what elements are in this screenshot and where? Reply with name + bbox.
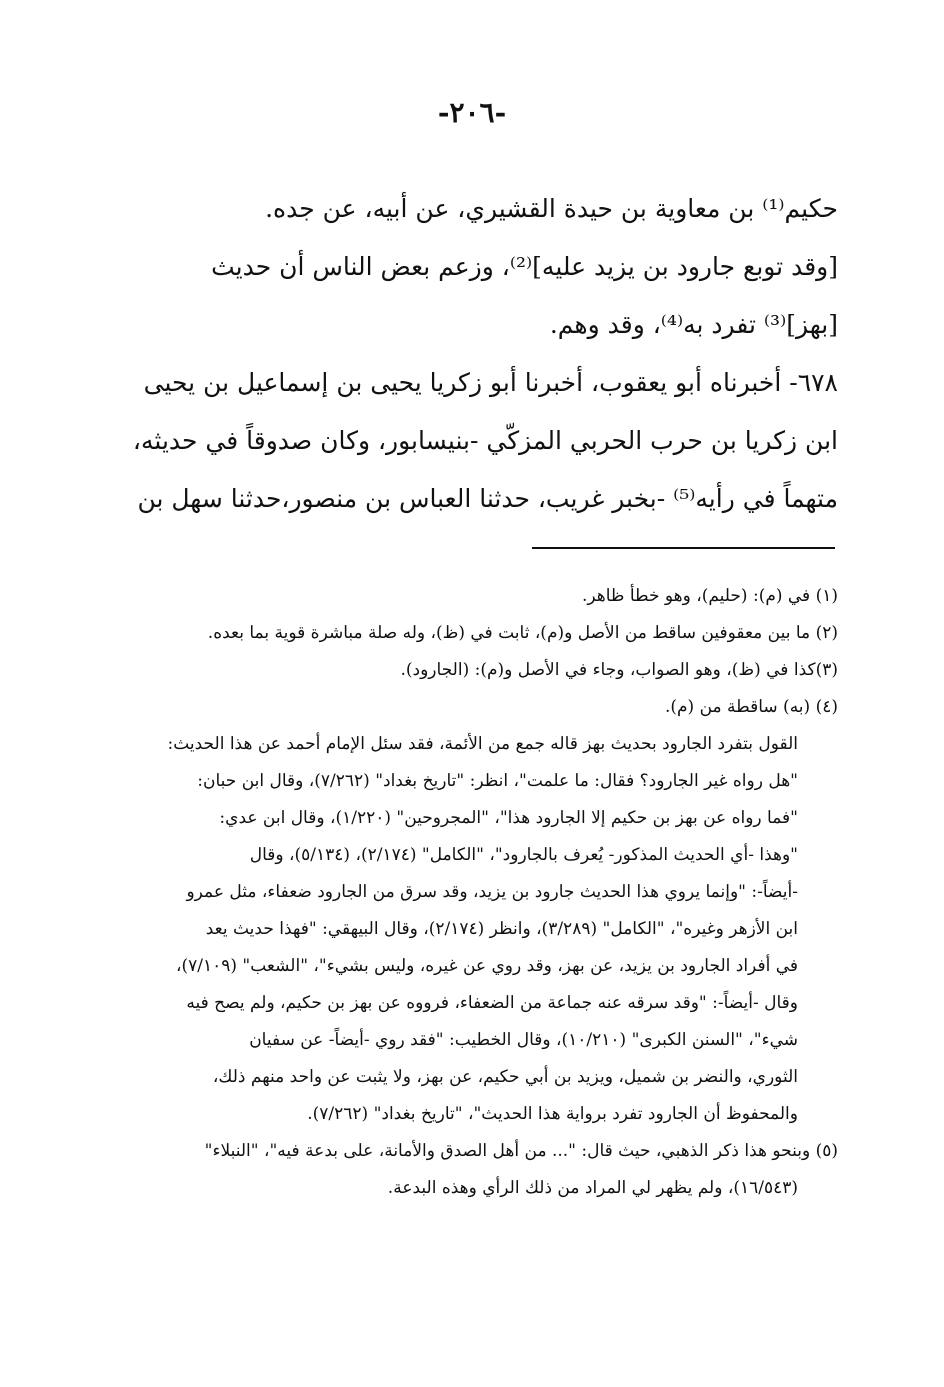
footnote-line: في أفراد الجارود بن يزيد، عن بهز، وقد روي عن غيره، وليس بشيء"، "الشعب" (٧/١٠٩)، [175,956,798,976]
main-line: متهماً في رأيه⁽⁵⁾ -بخبر غريب، حدثنا العباس بن منصور،حدثنا سهل بن [137,484,838,513]
footnote-line: القول بتفرد الجارود بحديث بهز قاله جمع من الأئمة، فقد سئل الإمام أحمد عن هذا الحديث: [167,734,798,754]
footnote-line: (١) في (م): (حليم)، وهو خطأ ظاهر. [581,586,838,606]
footnote-line: "وهذا -أي الحديث المذكور- يُعرف بالجارود"، "الكامل" (٢/١٧٤)، (٥/١٣٤)، وقال [249,845,798,865]
footnote-line: "فما رواه عن بهز بن حكيم إلا الجارود هذا"، "المجروحين" (١/٢٢٠)، وقال ابن عدي: [219,808,798,828]
main-line: ٦٧٨- أخبرناه أبو يعقوب، أخبرنا أبو زكريا يحيى بن إسماعيل بن يحيى [143,368,838,397]
main-text [96,180,838,528]
footnote-line: وقال -أيضاً-: "وقد سرقه عنه جماعة من الضعفاء، فرووه عن بهز بن حكيم، ولم يصح فيه [186,993,798,1013]
footnote-line: ابن الأزهر وغيره"، "الكامل" (٣/٢٨٩)، وانظر (٢/١٧٤)، وقال البيهقي: "فهذا حديث يعد [205,919,798,939]
main-line: [وقد توبع جارود بن يزيد عليه]⁽²⁾، وزعم بعض الناس أن حديث [211,252,838,281]
footnote-line: (٣)كذا في (ظ)، وهو الصواب، وجاء في الأصل و(م): (الجارود). [400,660,838,680]
footnote-line: (٤) (به) ساقطة من (م). [665,697,838,717]
footnote-separator [532,547,835,549]
main-line: ابن زكريا بن حرب الحربي المزكّي -بنيسابور، وكان صدوقاً في حديثه، [132,426,838,455]
footnote-line: "هل رواه غير الجارود؟ فقال: ما علمت"، انظر: "تاريخ بغداد" (٧/٢٦٢)، وقال ابن حبان: [197,771,798,791]
footnote-line: -أيضاً-: "وإنما يروي هذا الحديث جارود بن يزيد، وقد سرق من الجارود ضعفاء، مثل عمرو [186,882,798,902]
main-line: [بهز]⁽³⁾ تفرد به⁽⁴⁾، وقد وهم. [549,310,838,339]
footnote-line: الثوري، والنضر بن شميل، ويزيد بن أبي حكيم، عن بهز، ولا يثبت عن واحد منهم ذلك، [212,1067,798,1087]
footnotes [96,578,838,1207]
footnote-line: (١٦/٥٤٣)، ولم يظهر لي المراد من ذلك الرأي وهذه البدعة. [387,1178,798,1198]
page-number: -٢٠٦- [437,96,507,129]
main-line: حكيم⁽¹⁾ بن معاوية بن حيدة القشيري، عن أبيه، عن جده. [265,194,838,223]
footnote-line: (٢) ما بين معقوفين ساقط من الأصل و(م)، ثابت في (ظ)، وله صلة مباشرة قوية بما بعده. [207,623,838,643]
footnote-line: (٥) وبنحو هذا ذكر الذهبي، حيث قال: "... من أهل الصدق والأمانة، على بدعة فيه"، "النبلاء" [204,1141,838,1161]
footnote-line: والمحفوظ أن الجارود تفرد برواية هذا الحديث"، "تاريخ بغداد" (٧/٢٦٢). [307,1104,798,1124]
footnote-line: شيء"، "السنن الكبرى" (١٠/٢١٠)، وقال الخطيب: "فقد روي -أيضاً- عن سفيان [249,1030,798,1050]
